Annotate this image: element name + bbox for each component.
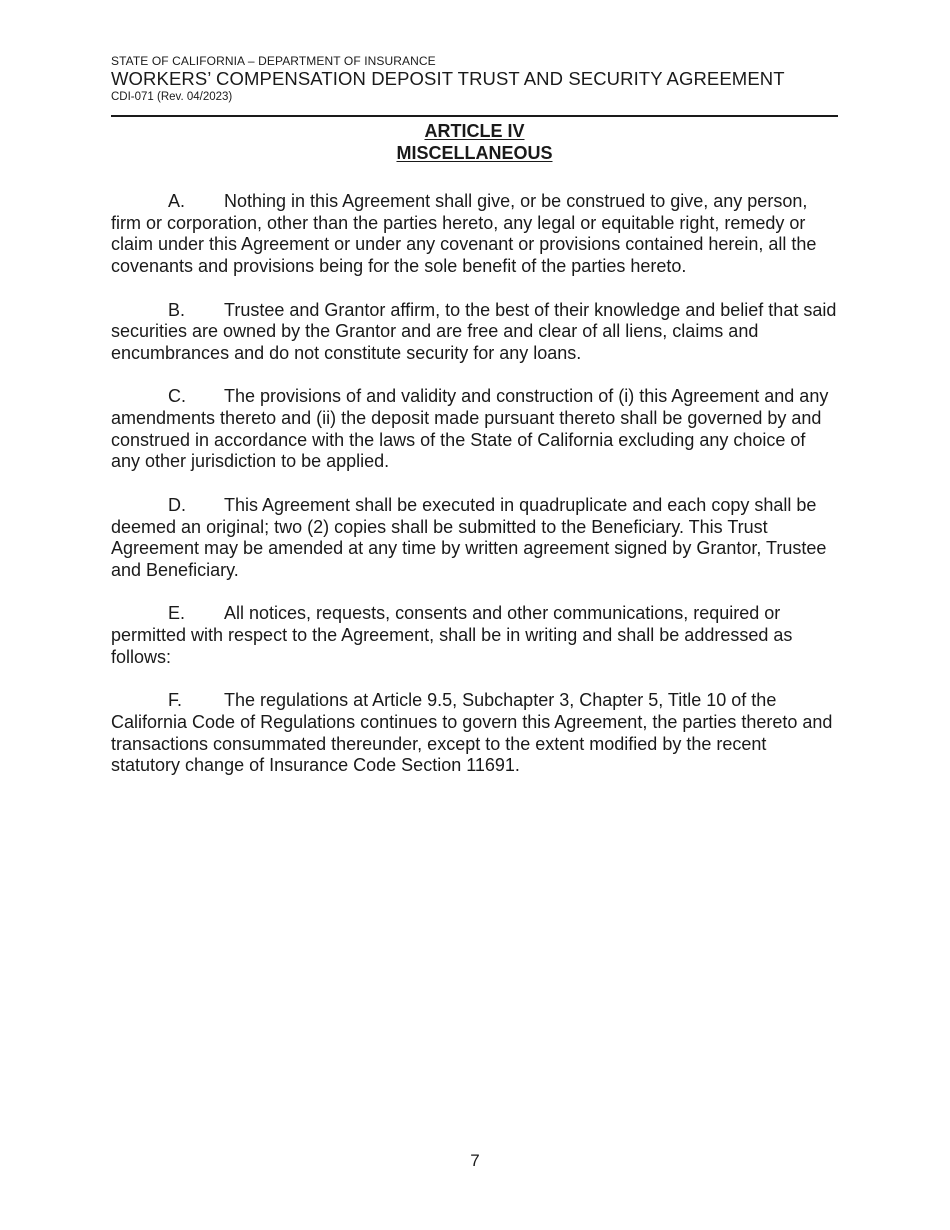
paragraph-text: All notices, requests, consents and other communications, required or permitted with respect to the Agreement, shall be in writing and shall be addressed as follows: (111, 603, 793, 667)
paragraph-letter: C. (168, 386, 186, 407)
paragraph-e (111, 603, 838, 668)
paragraph-d (111, 495, 838, 582)
paragraph-letter: E. (168, 603, 186, 624)
paragraph-text: The regulations at Article 9.5, Subchapter 3, Chapter 5, Title 10 of the California Code of Regulations continues to govern this Agreement, the parties thereto and transactions consummated thereunder, except to the extent modified by the recent statutory change of Insurance Code Section 11691. (111, 690, 833, 776)
form-number: CDI-071 (Rev. 04/2023) (111, 91, 233, 103)
paragraph-text: This Agreement shall be executed in quadruplicate and each copy shall be deemed an original; two (2) copies shall be submitted to the Beneficiary. This Trust Agreement may be amended at any time by written agreement signed by Grantor, Trustee and Beneficiary. (111, 494, 827, 580)
paragraph-b (111, 300, 838, 365)
article-body (111, 191, 838, 799)
paragraph-f (111, 690, 838, 777)
paragraph-letter: F. (168, 690, 183, 711)
document-title: WORKERS’ COMPENSATION DEPOSIT TRUST AND SECURITY AGREEMENT (111, 68, 785, 89)
paragraph-letter: D. (168, 494, 186, 515)
paragraph-a (111, 191, 838, 278)
paragraph-text: The provisions of and validity and construction of (i) this Agreement and any amendments thereto and (ii) the deposit made pursuant thereto shall be governed by and construed in accordance with the laws of the State of California excluding any choice of any other jurisdiction to be applied. (111, 386, 829, 472)
paragraph-letter: B. (168, 299, 186, 320)
paragraph-c (111, 386, 838, 473)
article-title: MISCELLANEOUS (396, 143, 553, 163)
header-divider (111, 115, 838, 117)
page-number: 7 (470, 1151, 480, 1170)
article-heading (111, 120, 838, 164)
paragraph-text: Nothing in this Agreement shall give, or be construed to give, any person, firm or corporation, other than the parties hereto, any legal or equitable right, remedy or claim under this Agreement or under any covenant or provisions contained herein, all the covenants and provisions being for the sole benefit of the parties hereto. (111, 191, 817, 277)
agency-name: STATE OF CALIFORNIA – DEPARTMENT OF INSURANCE (111, 54, 436, 68)
article-number: ARTICLE IV (424, 121, 525, 141)
paragraph-letter: A. (168, 191, 186, 211)
paragraph-text: Trustee and Grantor affirm, to the best of their knowledge and belief that said securities are owned by the Grantor and are free and clear of all liens, claims and encumbrances and do not constitute security for any loans. (111, 299, 837, 363)
form-header (111, 54, 841, 104)
